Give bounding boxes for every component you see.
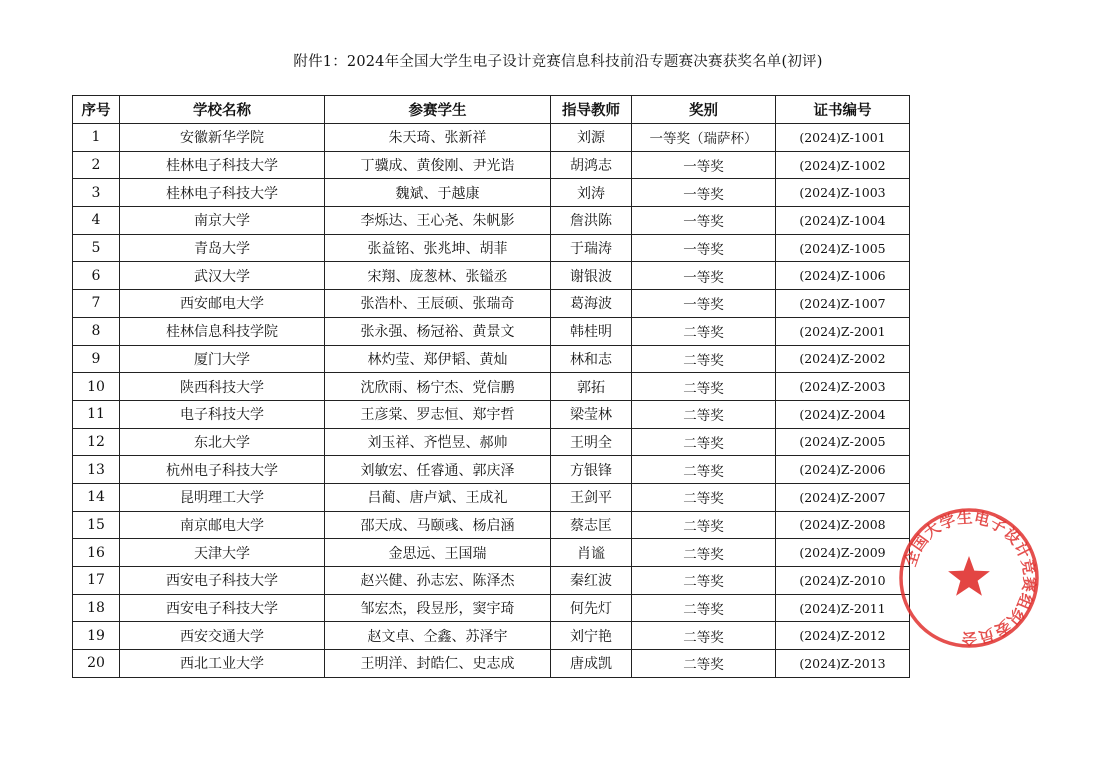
certificate-number: (2024)Z-2004	[776, 400, 910, 428]
advisor: 于瑞涛	[551, 234, 632, 262]
certificate-number: (2024)Z-1004	[776, 207, 910, 235]
row-index: 17	[73, 567, 120, 595]
row-index: 8	[73, 317, 120, 345]
award: 一等奖	[632, 207, 776, 235]
row-index: 7	[73, 290, 120, 318]
committee-seal	[897, 506, 1041, 650]
table-row	[73, 456, 910, 484]
certificate-number: (2024)Z-2010	[776, 567, 910, 595]
award: 二等奖	[632, 622, 776, 650]
row-index: 15	[73, 511, 120, 539]
certificate-number: (2024)Z-2005	[776, 428, 910, 456]
certificate-number: (2024)Z-2009	[776, 539, 910, 567]
students: 宋翔、庞葱林、张镒丞	[325, 262, 551, 290]
row-index: 5	[73, 234, 120, 262]
advisor: 唐成凯	[551, 650, 632, 678]
certificate-number: (2024)Z-2002	[776, 345, 910, 373]
advisor: 梁莹林	[551, 400, 632, 428]
header-advisor: 指导教师	[551, 96, 632, 124]
school-name: 西北工业大学	[120, 650, 325, 678]
certificate-number: (2024)Z-1002	[776, 151, 910, 179]
star-icon	[948, 556, 990, 596]
page-title: 附件1：2024年全国大学生电子设计竞赛信息科技前沿专题赛决赛获奖名单(初评)	[293, 54, 823, 70]
table-row	[73, 234, 910, 262]
school-name: 西安电子科技大学	[120, 567, 325, 595]
award: 二等奖	[632, 483, 776, 511]
table-row	[73, 373, 910, 401]
certificate-number: (2024)Z-2008	[776, 511, 910, 539]
table-row	[73, 151, 910, 179]
award: 二等奖	[632, 373, 776, 401]
certificate-number: (2024)Z-2011	[776, 594, 910, 622]
certificate-number: (2024)Z-1003	[776, 179, 910, 207]
school-name: 杭州电子科技大学	[120, 456, 325, 484]
advisor: 方银锋	[551, 456, 632, 484]
school-name: 安徽新华学院	[120, 124, 325, 152]
seal-text: 全国大学生电子设计竞赛组织委员会	[901, 508, 1039, 648]
students: 朱天琦、张新祥	[325, 124, 551, 152]
certificate-number: (2024)Z-2006	[776, 456, 910, 484]
table-row	[73, 290, 910, 318]
school-name: 桂林信息科技学院	[120, 317, 325, 345]
table-row	[73, 594, 910, 622]
school-name: 西安电子科技大学	[120, 594, 325, 622]
school-name: 电子科技大学	[120, 400, 325, 428]
students: 赵文卓、仝鑫、苏泽宇	[325, 622, 551, 650]
row-index: 14	[73, 483, 120, 511]
advisor: 王明全	[551, 428, 632, 456]
advisor: 谢银波	[551, 262, 632, 290]
school-name: 青岛大学	[120, 234, 325, 262]
award: 一等奖（瑞萨杯）	[632, 124, 776, 152]
students: 林灼莹、郑伊韬、黄灿	[325, 345, 551, 373]
advisor: 肖谧	[551, 539, 632, 567]
table-row	[73, 650, 910, 678]
table-row	[73, 567, 910, 595]
students: 张益铭、张兆坤、胡菲	[325, 234, 551, 262]
school-name: 南京大学	[120, 207, 325, 235]
award: 一等奖	[632, 179, 776, 207]
award: 二等奖	[632, 428, 776, 456]
school-name: 桂林电子科技大学	[120, 151, 325, 179]
school-name: 桂林电子科技大学	[120, 179, 325, 207]
table-row	[73, 179, 910, 207]
table-row	[73, 428, 910, 456]
advisor: 葛海波	[551, 290, 632, 318]
advisor: 蔡志匡	[551, 511, 632, 539]
students: 丁骥成、黄俊刚、尹光诰	[325, 151, 551, 179]
award: 一等奖	[632, 262, 776, 290]
table-body	[73, 124, 910, 678]
award: 二等奖	[632, 650, 776, 678]
students: 刘敏宏、任睿通、郭庆泽	[325, 456, 551, 484]
advisor: 郭拓	[551, 373, 632, 401]
award: 二等奖	[632, 539, 776, 567]
students: 王彦棠、罗志恒、郑宇哲	[325, 400, 551, 428]
row-index: 13	[73, 456, 120, 484]
award: 一等奖	[632, 151, 776, 179]
row-index: 12	[73, 428, 120, 456]
advisor: 刘涛	[551, 179, 632, 207]
table-row	[73, 511, 910, 539]
students: 张永强、杨冠裕、黄景文	[325, 317, 551, 345]
header-school: 学校名称	[120, 96, 325, 124]
school-name: 厦门大学	[120, 345, 325, 373]
students: 邵天成、马颐彧、杨启涵	[325, 511, 551, 539]
students: 刘玉祥、齐恺昱、郝帅	[325, 428, 551, 456]
table-row	[73, 262, 910, 290]
advisor: 王剑平	[551, 483, 632, 511]
certificate-number: (2024)Z-1005	[776, 234, 910, 262]
table-row	[73, 207, 910, 235]
students: 金思远、王国瑞	[325, 539, 551, 567]
award: 二等奖	[632, 456, 776, 484]
awards-table	[72, 95, 910, 678]
row-index: 11	[73, 400, 120, 428]
students: 沈欣雨、杨宁杰、党信鹏	[325, 373, 551, 401]
table-header-row	[73, 96, 910, 124]
header-certificate: 证书编号	[776, 96, 910, 124]
students: 吕蔺、唐卢斌、王成礼	[325, 483, 551, 511]
table-row	[73, 124, 910, 152]
table-row	[73, 345, 910, 373]
certificate-number: (2024)Z-2012	[776, 622, 910, 650]
header-students: 参赛学生	[325, 96, 551, 124]
header-award: 奖别	[632, 96, 776, 124]
students: 赵兴健、孙志宏、陈泽杰	[325, 567, 551, 595]
school-name: 武汉大学	[120, 262, 325, 290]
award: 二等奖	[632, 511, 776, 539]
table-row	[73, 539, 910, 567]
school-name: 昆明理工大学	[120, 483, 325, 511]
certificate-number: (2024)Z-2001	[776, 317, 910, 345]
award: 二等奖	[632, 567, 776, 595]
school-name: 南京邮电大学	[120, 511, 325, 539]
award: 二等奖	[632, 317, 776, 345]
row-index: 4	[73, 207, 120, 235]
award: 一等奖	[632, 290, 776, 318]
certificate-number: (2024)Z-2003	[776, 373, 910, 401]
row-index: 9	[73, 345, 120, 373]
table-row	[73, 483, 910, 511]
row-index: 3	[73, 179, 120, 207]
advisor: 秦红波	[551, 567, 632, 595]
school-name: 西安交通大学	[120, 622, 325, 650]
row-index: 2	[73, 151, 120, 179]
row-index: 10	[73, 373, 120, 401]
students: 魏斌、于越康	[325, 179, 551, 207]
school-name: 天津大学	[120, 539, 325, 567]
advisor: 胡鸿志	[551, 151, 632, 179]
advisor: 刘宁艳	[551, 622, 632, 650]
advisor: 林和志	[551, 345, 632, 373]
certificate-number: (2024)Z-2007	[776, 483, 910, 511]
table-row	[73, 317, 910, 345]
certificate-number: (2024)Z-2013	[776, 650, 910, 678]
row-index: 16	[73, 539, 120, 567]
award: 二等奖	[632, 345, 776, 373]
advisor: 韩桂明	[551, 317, 632, 345]
students: 邹宏杰，段昱彤，窦宇琦	[325, 594, 551, 622]
certificate-number: (2024)Z-1001	[776, 124, 910, 152]
advisor: 詹洪陈	[551, 207, 632, 235]
students: 张浩朴、王辰硕、张瑞奇	[325, 290, 551, 318]
advisor: 刘源	[551, 124, 632, 152]
table-row	[73, 400, 910, 428]
row-index: 6	[73, 262, 120, 290]
row-index: 20	[73, 650, 120, 678]
certificate-number: (2024)Z-1006	[776, 262, 910, 290]
row-index: 18	[73, 594, 120, 622]
row-index: 1	[73, 124, 120, 152]
table-row	[73, 622, 910, 650]
certificate-number: (2024)Z-1007	[776, 290, 910, 318]
students: 王明洋、封皓仁、史志成	[325, 650, 551, 678]
students: 李烁达、王心尧、朱帆影	[325, 207, 551, 235]
school-name: 东北大学	[120, 428, 325, 456]
school-name: 陕西科技大学	[120, 373, 325, 401]
row-index: 19	[73, 622, 120, 650]
advisor: 何先灯	[551, 594, 632, 622]
award: 一等奖	[632, 234, 776, 262]
header-index: 序号	[73, 96, 120, 124]
school-name: 西安邮电大学	[120, 290, 325, 318]
award: 二等奖	[632, 594, 776, 622]
award: 二等奖	[632, 400, 776, 428]
